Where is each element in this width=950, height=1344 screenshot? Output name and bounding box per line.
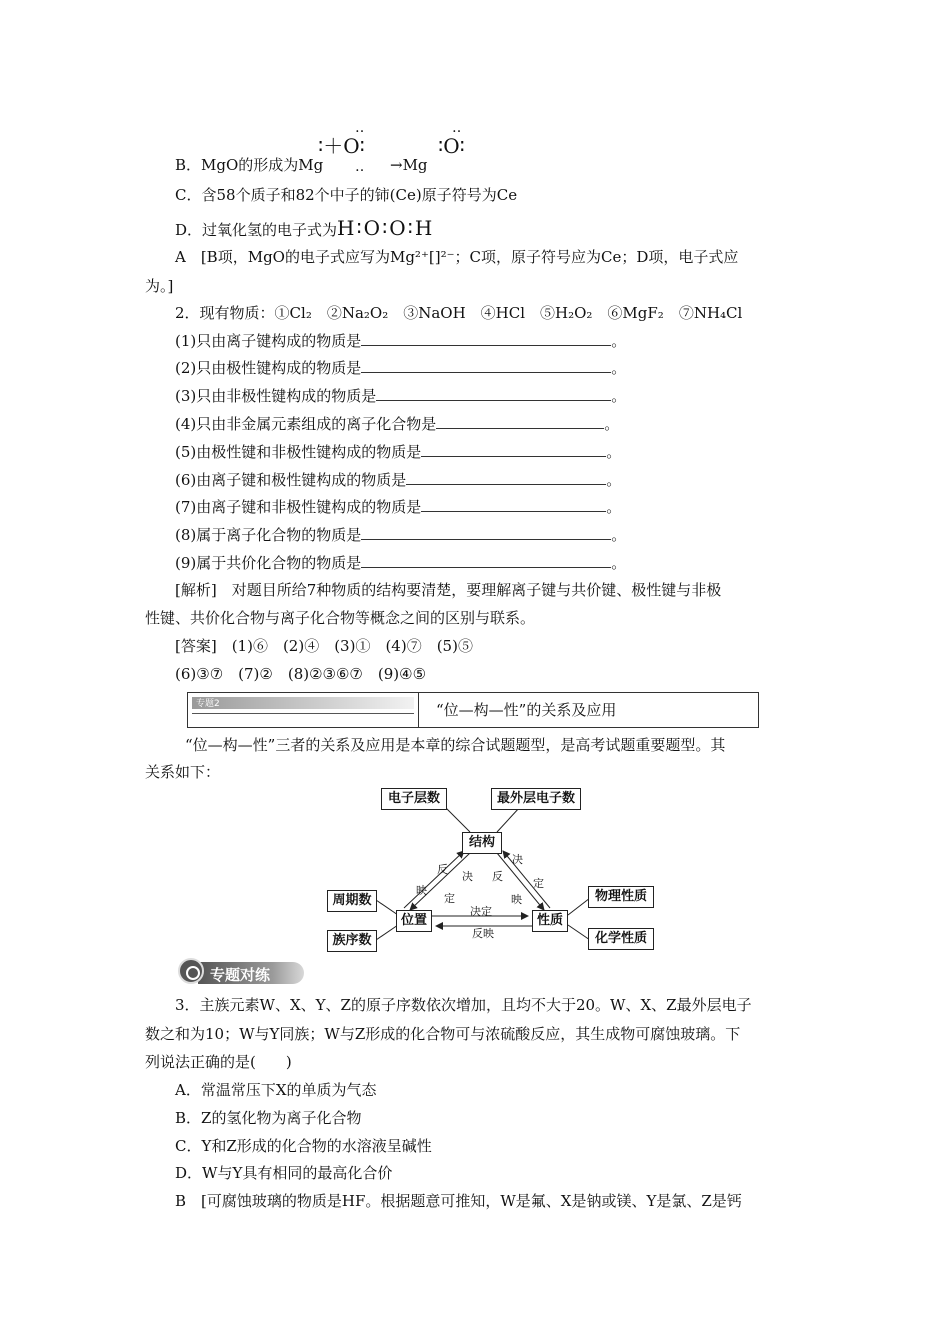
q2-item: (7)由离子键和非极性键构成的物质是 。	[175, 498, 622, 516]
q3-stem: 3．主族元素W、X、Y、Z的原子序数依次增加，且均不大于20。W、X、Z最外层电子	[175, 996, 752, 1014]
topic-banner	[187, 692, 759, 728]
answer-1-line1: A [B项，MgO的电子式应写为Mg²⁺[]²⁻；C项，原子符号应为Ce；D项，电子式应	[175, 248, 739, 266]
q3-answer: B [可腐蚀玻璃的物质是HF。根据题意可推知，W是氟、X是钠或镁、Y是氯、Z是钙	[175, 1192, 742, 1210]
q3-option-b: B．Z的氢化物为离子化合物	[175, 1109, 362, 1127]
intro-text-cont: 关系如下：	[145, 763, 221, 781]
oxide-ion-dots: ∶O∶	[438, 134, 465, 158]
q2-item: (8)属于离子化合物的物质是 。	[175, 526, 627, 544]
mg-electron-formation: ∶＋O∶	[318, 134, 365, 158]
q2-analysis-cont: 性键、共价化合物与离子化合物等概念之间的区别与联系。	[145, 609, 536, 627]
label-jueding: 决定	[470, 905, 492, 918]
topic-tag	[188, 693, 419, 727]
target-icon	[178, 958, 204, 984]
box-physical: 物理性质	[588, 886, 654, 908]
box-group: 族序数	[327, 930, 377, 952]
q3-option-c: C．Y和Z形成的化合物的水溶液呈碱性	[175, 1137, 432, 1155]
q2-item: (1)只由离子键构成的物质是 。	[175, 332, 627, 350]
option-d: D．过氧化氢的电子式为H∶O∶O∶H	[175, 216, 435, 240]
box-outer-electrons: 最外层电子数	[491, 788, 581, 810]
section-header	[178, 958, 306, 986]
q2-item: (5)由极性键和非极性键构成的物质是 。	[175, 443, 622, 461]
dot-pair: ‥	[355, 120, 369, 136]
box-period: 周期数	[327, 890, 377, 912]
q2-item: (4)只由非金属元素组成的离子化合物是 。	[175, 415, 620, 433]
reaction-arrow: →Mg	[390, 156, 428, 174]
q2-answer: [答案] (1)⑥ (2)④ (3)① (4)⑦ (5)⑤	[175, 637, 473, 655]
q2-item: (2)只由极性键构成的物质是 。	[175, 359, 627, 377]
q2-item: (6)由离子键和极性键构成的物质是 。	[175, 471, 622, 489]
intro-text: “位—构—性”三者的关系及应用是本章的综合试题题型，是高考试题重要题型。其	[185, 736, 726, 754]
q3-option-a: A．常温常压下X的单质为气态	[175, 1081, 377, 1099]
box-chemical: 化学性质	[588, 928, 654, 950]
box-structure: 结构	[462, 832, 502, 854]
q2-stem: 2．现有物质：①Cl₂ ②Na₂O₂ ③NaOH ④HCl ⑤H₂O₂ ⑥MgF₂ ⑦NH₄Cl	[175, 304, 743, 322]
label-ding: 定	[444, 892, 455, 905]
label-ying-right: 映	[511, 893, 522, 906]
option-b-prefix: B．MgO的形成为Mg	[175, 156, 324, 174]
q3-stem-cont: 列说法正确的是( )	[145, 1053, 292, 1071]
option-b	[175, 155, 323, 175]
q2-answer-cont: (6)③⑦ (7)② (8)②③⑥⑦ (9)④⑤	[175, 665, 427, 683]
q2-analysis: [解析] 对题目所给7种物质的结构要清楚，要理解离子键与共价键、极性键与非极	[175, 581, 722, 599]
h2o2-electron-formula: H∶O∶O∶H	[337, 216, 435, 240]
dot-pair: ‥	[355, 159, 369, 175]
option-c: C．含58个质子和82个中子的铈(Ce)原子符号为Ce	[175, 186, 518, 204]
answer-1-line2: 为。]	[145, 277, 174, 295]
topic-tag-label: 专题2	[196, 699, 220, 709]
label-jue: 决	[462, 870, 473, 883]
label-fanying: 反映	[472, 927, 494, 940]
box-property: 性质	[532, 910, 568, 932]
q2-item: (9)属于共价化合物的物质是 。	[175, 554, 627, 572]
label-ding-right: 定	[533, 877, 544, 890]
dot-pair: ‥	[452, 120, 466, 136]
label-fan-right: 反	[492, 870, 503, 883]
box-electron-layers: 电子层数	[381, 788, 447, 810]
section-title: 专题对练	[210, 966, 271, 984]
topic-title: “位—构—性”的关系及应用	[436, 701, 617, 719]
q3-option-d: D．W与Y具有相同的最高化合价	[175, 1164, 393, 1182]
q3-stem-cont: 数之和为10；W与Y同族；W与Z形成的化合物可与浓硫酸反应，其生成物可腐蚀玻璃。下	[145, 1025, 741, 1043]
label-fan: 反	[437, 863, 448, 876]
label-jue-right: 决	[512, 853, 523, 866]
label-ying: 映	[416, 884, 427, 897]
box-position: 位置	[396, 910, 432, 932]
q2-item: (3)只由非极性键构成的物质是 。	[175, 387, 627, 405]
